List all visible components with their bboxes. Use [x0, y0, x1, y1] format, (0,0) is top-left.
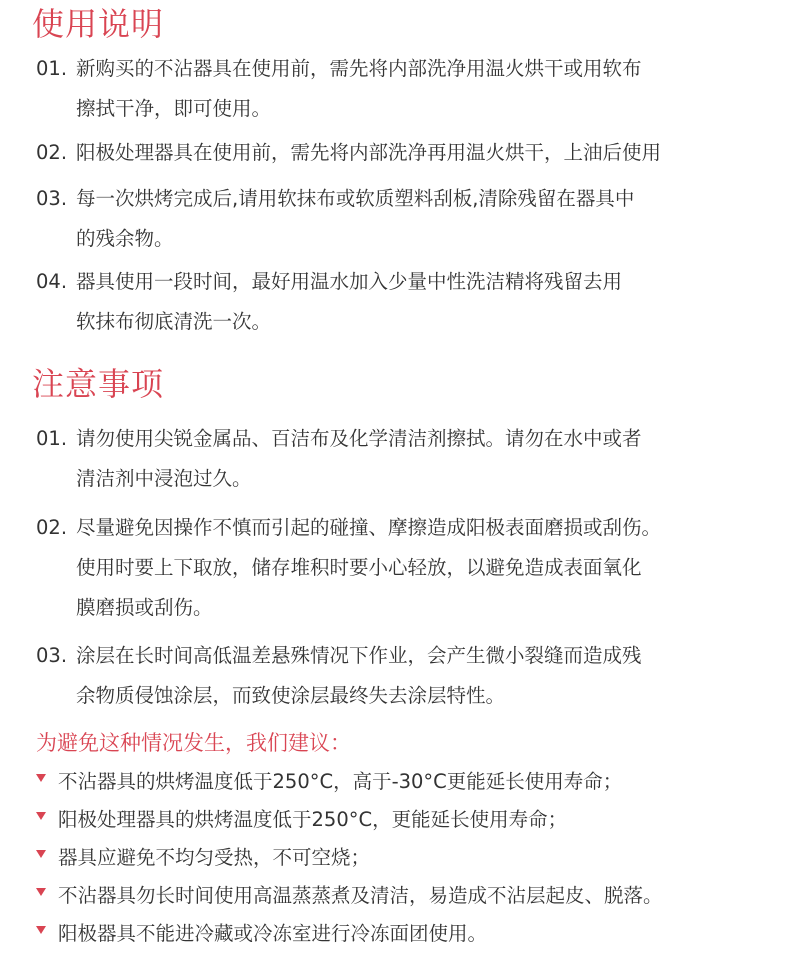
notes-item-3 — [36, 636, 776, 716]
advice-text: 阳极器具不能进冷藏或冷冻室进行冷冻面团使用。 — [58, 922, 488, 945]
notes-item-1 — [36, 419, 776, 499]
item-text: 新购买的不沾器具在使用前，需先将内部洗净用温火烘干或用软布 — [76, 57, 642, 80]
advice-item — [36, 915, 663, 953]
item-text-continued: 软抹布彻底清洗一次。 — [76, 310, 272, 333]
notes-item-2 — [36, 508, 776, 628]
item-text: 请勿使用尖锐金属品、百洁布及化学清洁剂擦拭。请勿在水中或者 — [76, 427, 642, 450]
advice-text: 器具应避免不均匀受热，不可空烧； — [58, 846, 371, 869]
item-text: 每一次烘烤完成后,请用软抹布或软质塑料刮板,清除残留在器具中 — [76, 187, 635, 210]
advice-text: 不沾器具的烘烤温度低于250°C，高于-30°C更能延长使用寿命； — [58, 770, 623, 793]
item-number: 02. — [36, 141, 68, 164]
usage-section-title: 使用说明 — [32, 5, 165, 43]
item-text-continued: 膜磨损或刮伤。 — [76, 596, 213, 619]
usage-item-1 — [36, 49, 776, 129]
item-text-continued: 余物质侵蚀涂层，而致使涂层最终失去涂层特性。 — [76, 684, 506, 707]
item-text-continued: 擦拭干净，即可使用。 — [76, 97, 272, 120]
advice-text: 不沾器具勿长时间使用高温蒸蒸煮及清洁，易造成不沾层起皮、脱落。 — [58, 884, 663, 907]
red-triangle-bullet-icon — [36, 812, 46, 820]
item-number: 01. — [36, 427, 68, 450]
notes-section-title: 注意事项 — [32, 365, 165, 403]
red-triangle-bullet-icon — [36, 774, 46, 782]
item-number: 02. — [36, 516, 68, 539]
advice-text: 阳极处理器具的烘烤温度低于250°C，更能延长使用寿命； — [58, 808, 568, 831]
item-number: 03. — [36, 187, 68, 210]
item-number: 04. — [36, 270, 68, 293]
advice-item — [36, 839, 663, 877]
item-text-continued: 的残余物。 — [76, 227, 174, 250]
item-number: 03. — [36, 644, 68, 667]
advice-heading: 为避免这种情况发生，我们建议： — [36, 731, 351, 755]
advice-item — [36, 801, 663, 839]
usage-item-2 — [36, 133, 776, 173]
advice-list — [36, 763, 663, 953]
usage-item-3 — [36, 179, 776, 259]
usage-item-4 — [36, 262, 776, 342]
item-text: 涂层在长时间高低温差悬殊情况下作业，会产生微小裂缝而造成残 — [76, 644, 642, 667]
item-text-continued: 清洁剂中浸泡过久。 — [76, 467, 252, 490]
item-number: 01. — [36, 57, 68, 80]
item-text: 尽量避免因操作不慎而引起的碰撞、摩擦造成阳极表面磨损或刮伤。 — [76, 516, 662, 539]
red-triangle-bullet-icon — [36, 850, 46, 858]
item-text: 阳极处理器具在使用前，需先将内部洗净再用温火烘干，上油后使用 — [76, 141, 662, 164]
red-triangle-bullet-icon — [36, 888, 46, 896]
red-triangle-bullet-icon — [36, 926, 46, 934]
item-text: 器具使用一段时间，最好用温水加入少量中性洗洁精将残留去用 — [76, 270, 623, 293]
advice-item — [36, 877, 663, 915]
item-text-continued: 使用时要上下取放，储存堆积时要小心轻放，以避免造成表面氧化 — [76, 556, 642, 579]
advice-item — [36, 763, 663, 801]
